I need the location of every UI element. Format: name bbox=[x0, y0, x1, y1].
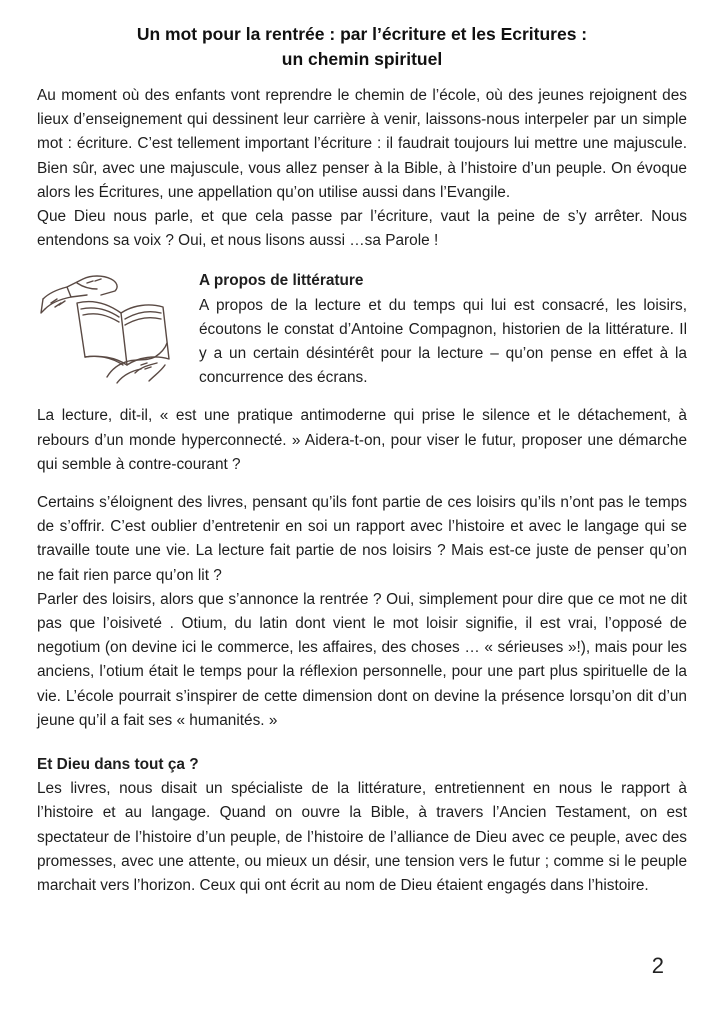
god-section-heading: Et Dieu dans tout ça ? bbox=[37, 756, 199, 774]
intro-paragraph-1: Au moment où des enfants vont reprendre le chemin de l’école, où des jeunes rejoignent des lieux d’enseignement qui dessinent leur carrière à venir, laissons-nous interpeler par un simple mot : écriture. C’est tellement important l’écriture : il faudrait toujours lui mettre une majuscule. Bien sûr, avec une majuscule, vous allez penser à la Bible, à l’histoire d’un peuple. On évoque alors les Écritures, une appellation qu’on utilise aussi dans l’Evangile. bbox=[37, 87, 687, 201]
literature-section bbox=[37, 269, 687, 390]
title-line-2: un chemin spirituel bbox=[281, 49, 443, 69]
literature-paragraph-4: Parler des loisirs, alors que s’annonce la rentrée ? Oui, simplement pour dire que ce mot ne dit pas que l’oisiveté . Otium, du latin dont vient le mot loisir signifie, il est vrai, l’opposé de negotium (on devine ici le commerce, les affaires, des choses … « sérieuses »!), mais pour les anciens, l’otium était le temps pour la réflexion personnelle, pour une part plus spirituelle de la vie. L’école pourrait s’inspirer de cette dimension dont on devine la présence lorsqu’on dit d’un jeune qu’il a fait ses « humanités. » bbox=[37, 590, 687, 729]
literature-paragraph-2: La lecture, dit-il, « est une pratique antimoderne qui prise le silence et le détachement, à rebours d’un monde hyperconnecté. » Aidera-t-on, pour viser le futur, proposer une démarche qui semble à contre-courant ? bbox=[37, 407, 687, 473]
document-page bbox=[37, 22, 687, 898]
literature-heading: A propos de littérature bbox=[199, 272, 364, 290]
page-number: 2 bbox=[651, 953, 664, 978]
intro-paragraph-2: Que Dieu nous parle, et que cela passe par l’écriture, vaut la peine de s’y arrêter. Nous entendons sa voix ? Oui, et nous lisons aussi …sa Parole ! bbox=[37, 208, 687, 250]
title-line-1: Un mot pour la rentrée : par l’écriture et les Ecritures : bbox=[136, 24, 588, 44]
literature-paragraph-3: Certains s’éloignent des livres, pensant qu’ils font partie de ces loisirs qu’ils n’ont pas le temps de s’offrir. C’est oublier d’entretenir en soi un rapport avec l’histoire et avec le langage qui se travaille toute une vie. La lecture fait partie de nos loisirs ? Mais est-ce juste de penser qu’on ne fait rien parce qu’on lit ? bbox=[37, 494, 687, 584]
god-section-paragraph-1: Les livres, nous disait un spécialiste de la littérature, entretiennent en nous le rapport à l’histoire et au langage. Quand on ouvre la Bible, à travers l’Ancien Testament, on est spectateur de l’histoire d’un peuple, de l’histoire de l’alliance de Dieu avec ce peuple, avec des promesses, avec une attente, ou mieux un désir, une tension vers le futur ; comme si le peuple marchait vers l’horizon. Ceux qui ont écrit au nom de Dieu étaient engagés dans l’histoire. bbox=[37, 780, 687, 895]
hands-holding-open-book-icon bbox=[37, 269, 193, 389]
literature-paragraph-1: A propos de la lecture et du temps qui lui est consacré, les loisirs, écoutons le constat d’Antoine Compagnon, historien de la littérature. Il y a un certain désintérêt pour la lecture – qu’on pense en effet à la concurrence des écrans. bbox=[199, 296, 687, 387]
page-title bbox=[37, 22, 687, 72]
literature-section-intro bbox=[199, 269, 687, 390]
